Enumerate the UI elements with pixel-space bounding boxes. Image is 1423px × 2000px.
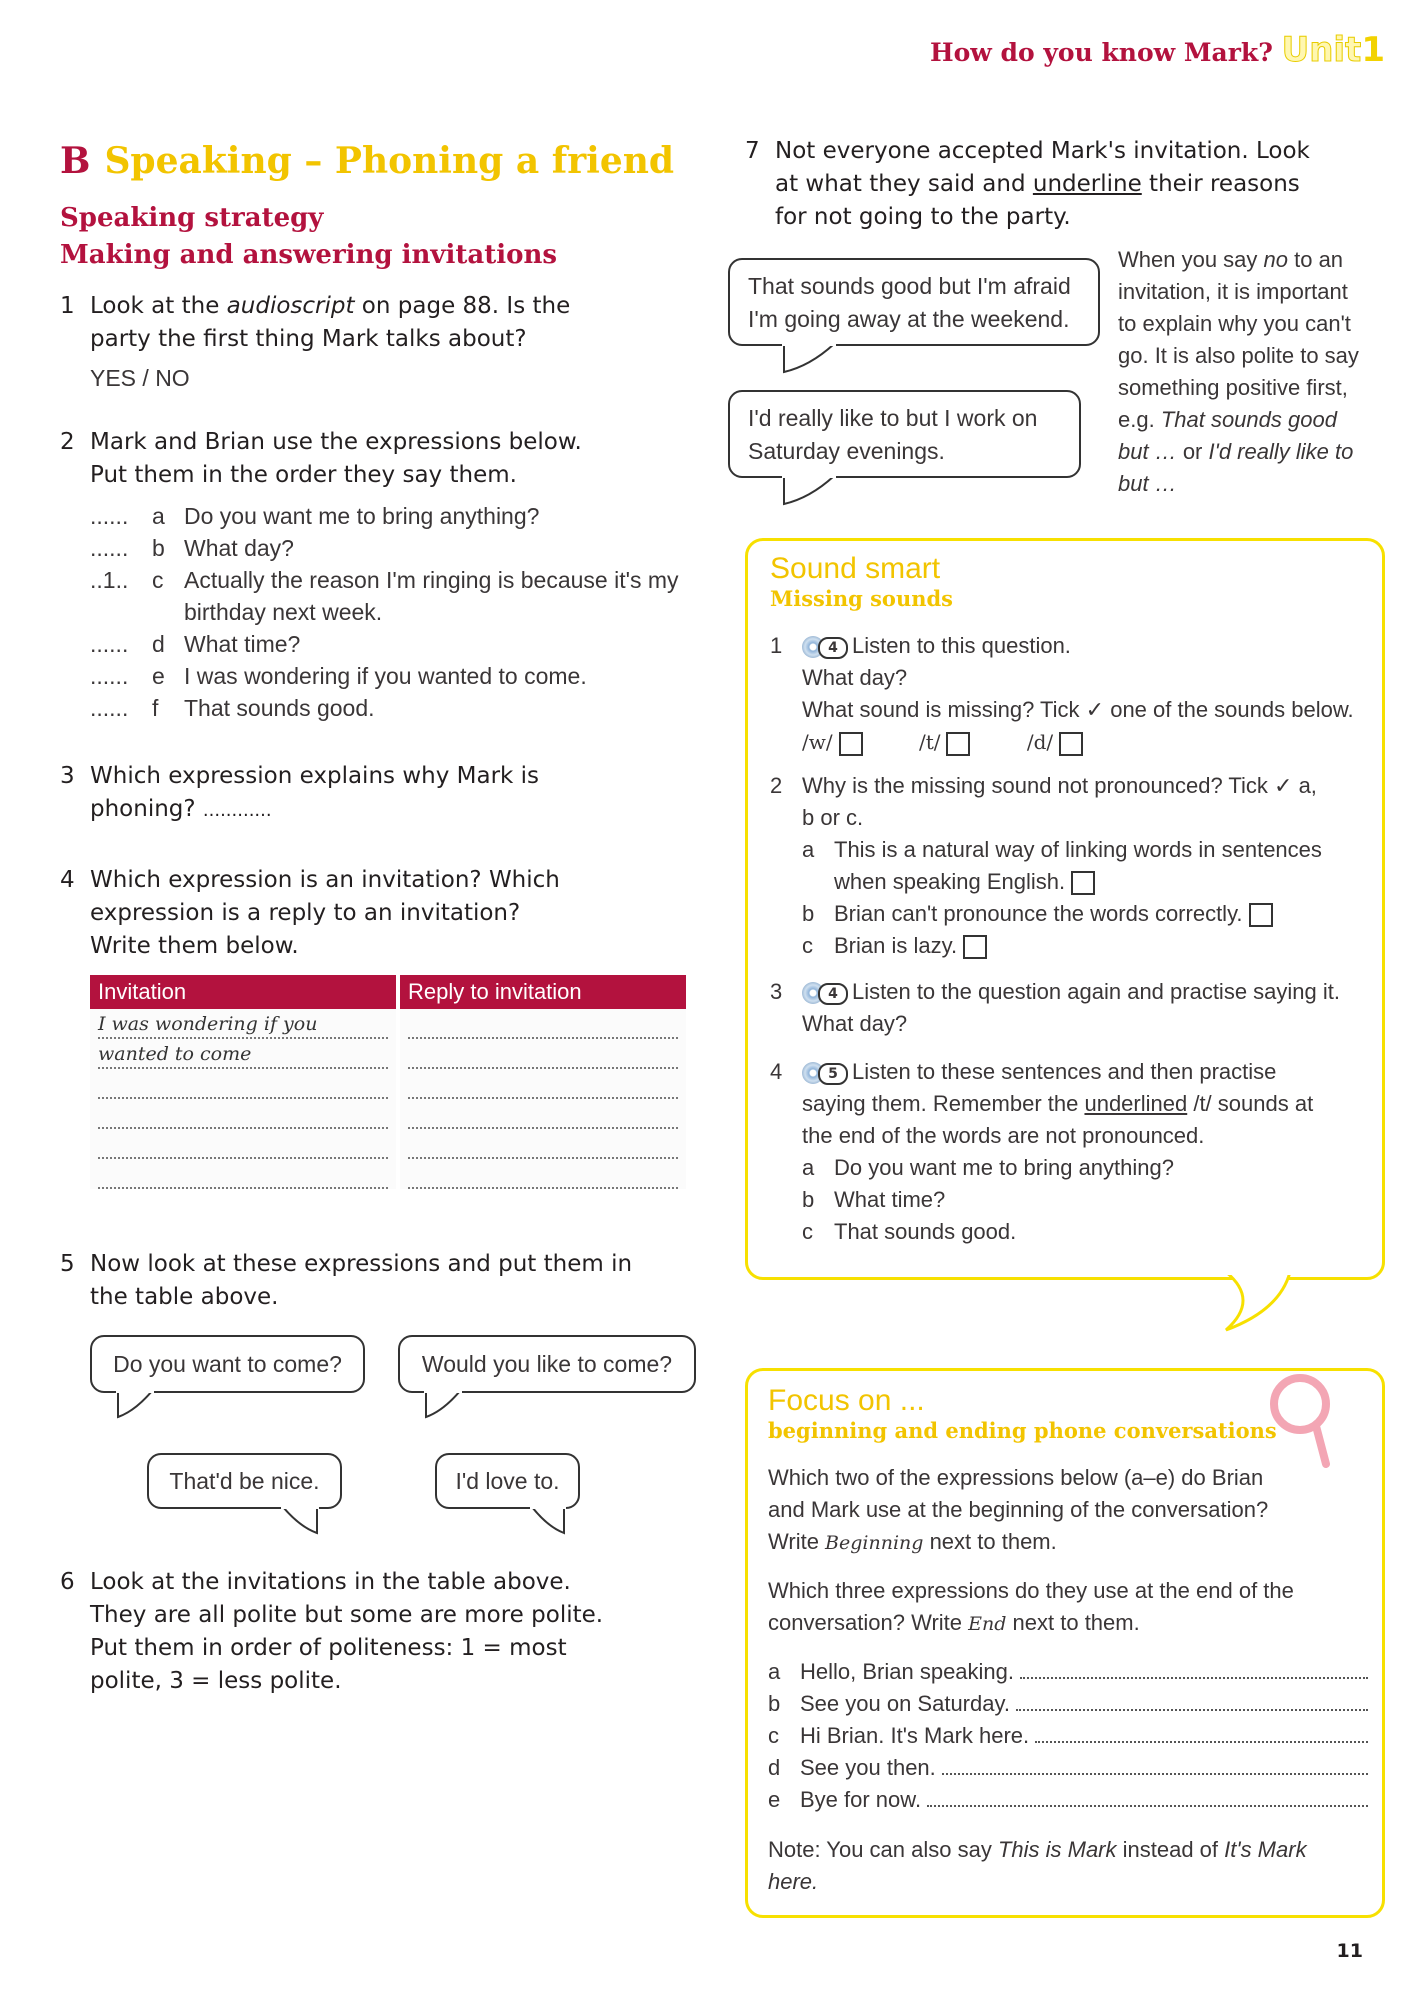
sound-smart-content (770, 630, 1380, 1248)
order-blank[interactable]: ...... (90, 663, 129, 689)
table-cell[interactable] (408, 1131, 678, 1159)
underlined-word: underlined (1084, 1091, 1188, 1116)
sound-line: Why is the missing sound not pronounced? Tick ✓ a, (802, 773, 1317, 798)
tip-text-part: e.g. (1118, 407, 1161, 432)
item-letter: b (152, 535, 165, 561)
item-letter: f (152, 695, 159, 721)
track-number: 5 (818, 1063, 848, 1085)
q6-line3: Put them in order of politeness: 1 = most (90, 1635, 567, 1661)
tip-italic: but … (1118, 439, 1177, 464)
question-number: 7 (745, 138, 760, 164)
question-4 (60, 864, 700, 963)
item-text: Hi Brian. It's Mark here. (800, 1723, 1030, 1748)
answer-blank[interactable] (1020, 1659, 1368, 1679)
table-row (90, 1069, 688, 1099)
q6-line4: polite, 3 = less polite. (90, 1668, 342, 1694)
checkbox[interactable] (963, 935, 987, 959)
q7-line1: Not everyone accepted Mark's invitation. Look (775, 138, 1310, 164)
table-cell[interactable] (408, 1071, 678, 1099)
focus-line: conversation? Write (768, 1610, 969, 1635)
question-number: 5 (60, 1251, 75, 1277)
tip-italic: That sounds good (1160, 407, 1337, 432)
focus-on-heading (768, 1384, 1277, 1443)
table-cell[interactable] (98, 1071, 388, 1099)
item-letter: a (768, 1659, 781, 1684)
track-number: 4 (818, 637, 848, 659)
list-item (768, 1784, 1368, 1816)
focus-line: next to them. (923, 1529, 1057, 1554)
item-text-cont: birthday next week. (184, 599, 383, 625)
list-item (768, 1752, 1368, 1784)
speaking-strategy (60, 200, 557, 274)
invitation-table (90, 975, 690, 1189)
sound-option: /t/ (918, 730, 941, 754)
q4-line2: expression is a reply to an invitation? (90, 900, 521, 926)
option-letter: a (802, 837, 815, 862)
q1-italic: audioscript (226, 293, 355, 319)
tip-text-part: When you say (1118, 247, 1264, 272)
question-number: 6 (60, 1569, 75, 1595)
item-number: 4 (770, 1059, 783, 1084)
sound-line: /t/ sounds at (1187, 1091, 1314, 1116)
note-italic: It's Mark (1224, 1837, 1307, 1862)
q1-text-a: Look at the (90, 293, 227, 319)
option-letter: b (802, 1187, 815, 1212)
question-1 (60, 290, 700, 394)
bubble-tail (275, 1507, 325, 1539)
box-subtitle: Missing sounds (770, 586, 953, 611)
sound-line: when speaking English. (834, 869, 1066, 894)
tip-line: something positive first, (1118, 375, 1348, 400)
item-letter: e (152, 663, 165, 689)
sound-option: /d/ (1026, 730, 1054, 754)
option-letter: b (802, 901, 815, 926)
item-letter: c (152, 567, 164, 593)
table-cell[interactable]: wanted to come (98, 1041, 388, 1069)
list-item (90, 692, 730, 724)
order-blank[interactable]: ...... (90, 695, 129, 721)
unit-label (1282, 30, 1385, 70)
item-text: Actually the reason I'm ringing is because it's my (184, 567, 679, 593)
item-text: See you then. (800, 1755, 936, 1780)
question-number: 4 (60, 867, 75, 893)
tip-line: invitation, it is important (1118, 279, 1348, 304)
item-text: I was wondering if you wanted to come. (184, 663, 587, 689)
sound-line: Listen to these sentences and then practise (852, 1059, 1277, 1084)
table-cell[interactable] (98, 1161, 388, 1189)
checkbox[interactable] (1249, 903, 1273, 927)
sound-line: saying them. Remember the (802, 1091, 1085, 1116)
bubble-line: Saturday evenings. (748, 438, 945, 464)
q4-line1: Which expression is an invitation? Which (90, 867, 560, 893)
sound-line: Listen to this question. (852, 633, 1071, 658)
bubble-tail (780, 344, 840, 378)
focus-line: next to them. (1006, 1610, 1140, 1635)
table-row (90, 1099, 688, 1129)
table-row (90, 1159, 688, 1189)
list-item (90, 628, 730, 660)
audio-cd-icon[interactable] (802, 982, 846, 1004)
tip-italic: but … (1118, 471, 1177, 496)
tip-text (1118, 244, 1393, 500)
q1-line2: party the first thing Mark talks about? (90, 326, 527, 352)
handwritten-word: Beginning (825, 1532, 924, 1554)
checkbox[interactable] (1059, 732, 1083, 756)
sound-smart-heading (770, 552, 953, 611)
q6-line2: They are all polite but some are more polite. (90, 1602, 604, 1628)
item-text: What day? (184, 535, 294, 561)
question-2 (60, 426, 720, 492)
q7-line2b: their reasons (1141, 171, 1300, 197)
item-letter: b (768, 1691, 781, 1716)
focus-line: and Mark use at the beginning of the conversation? (768, 1497, 1269, 1522)
page-number: 11 (1336, 1940, 1363, 1962)
audio-cd-icon[interactable] (802, 636, 846, 658)
item-text: Bye for now. (800, 1787, 922, 1812)
sound-line: What day? (802, 1011, 908, 1036)
question-number: 1 (60, 293, 75, 319)
order-blank[interactable]: ...... (90, 535, 129, 561)
list-item (90, 532, 730, 564)
tip-line: go. It is also polite to say (1118, 343, 1359, 368)
question-number: 3 (60, 763, 75, 789)
item-text: Hello, Brian speaking. (800, 1659, 1015, 1684)
checkbox[interactable] (946, 732, 970, 756)
item-number: 3 (770, 979, 783, 1004)
sound-option: /w/ (802, 730, 833, 754)
sound-line: Do you want me to bring anything? (834, 1155, 1174, 1180)
q7-underline-word: underline (1032, 171, 1142, 197)
q7-line3: for not going to the party. (775, 204, 1071, 230)
sound-line: What sound is missing? Tick ✓ one of the sounds below. (802, 697, 1354, 722)
item-text: Do you want me to bring anything? (184, 503, 540, 529)
order-blank[interactable]: ...... (90, 631, 129, 657)
focus-line: Which three expressions do they use at the end of the (768, 1578, 1294, 1603)
q3-line1: Which expression explains why Mark is (90, 763, 540, 789)
table-cell[interactable]: I was wondering if you (98, 1011, 388, 1039)
order-blank[interactable]: ...... (90, 503, 129, 529)
tip-text-part: or (1176, 439, 1209, 464)
strategy-subheading: Making and answering invitations (60, 240, 558, 270)
unit-number: 1 (1361, 30, 1385, 70)
question-5 (60, 1248, 720, 1314)
q1-text-b: on page 88. Is the (354, 293, 571, 319)
speech-bubble (728, 258, 1100, 346)
bubble-line: I'm going away at the weekend. (748, 306, 1070, 332)
sound-line: What time? (834, 1187, 946, 1212)
tip-italic: I'd really like to (1208, 439, 1354, 464)
q6-line1: Look at the invitations in the table above. (90, 1569, 571, 1595)
handwritten-word: End (968, 1613, 1007, 1635)
table-cell[interactable] (408, 1101, 678, 1129)
tip-text-part: to an (1288, 247, 1344, 272)
bubble-tail (530, 1507, 580, 1539)
bubble-line: That sounds good but I'm afraid (748, 273, 1071, 299)
q2-list (90, 500, 730, 724)
answer-blank[interactable] (1035, 1723, 1368, 1743)
column-header-reply: Reply to invitation (398, 975, 688, 1009)
sound-line: What day? (802, 665, 908, 690)
table-row (90, 1009, 688, 1039)
item-letter: e (768, 1787, 781, 1812)
q4-line3: Write them below. (90, 933, 299, 959)
item-number: 2 (770, 773, 783, 798)
note-text: Note: You can also say (768, 1837, 998, 1862)
item-text: What time? (184, 631, 301, 657)
table-row (90, 1039, 688, 1069)
speech-bubble: Would you like to come? (398, 1335, 696, 1393)
table-row (90, 1129, 688, 1159)
sound-item-2 (770, 770, 1380, 962)
list-item (768, 1720, 1368, 1752)
speech-bubble: Do you want to come? (90, 1335, 365, 1393)
option-letter: a (802, 1155, 815, 1180)
sound-item-3 (770, 976, 1380, 1040)
table-cell[interactable] (408, 1041, 678, 1069)
question-number: 2 (60, 429, 75, 455)
checkbox[interactable] (839, 732, 863, 756)
q5-line2: the table above. (90, 1284, 279, 1310)
section-name: Speaking – Phoning a friend (104, 140, 675, 182)
unit-word: Unit (1281, 30, 1362, 70)
page-header (930, 30, 1385, 70)
sound-line: Brian can't pronounce the words correctly. (834, 901, 1243, 926)
sound-item-4 (770, 1056, 1380, 1248)
sound-line: Brian is lazy. (834, 933, 958, 958)
q7-line2a: at what they said and (775, 171, 1033, 197)
option-letter: c (802, 1219, 813, 1244)
table-cell[interactable] (408, 1161, 678, 1189)
note-italic: This is Mark (997, 1837, 1117, 1862)
sound-line: the end of the words are not pronounced. (802, 1123, 1205, 1148)
box-tail (1220, 1270, 1300, 1334)
bubble-tail (780, 476, 840, 510)
table-cell[interactable] (408, 1011, 678, 1039)
track-number: 4 (818, 983, 848, 1005)
sound-item-1 (770, 630, 1380, 758)
box-subtitle: beginning and ending phone conversations (768, 1418, 1277, 1443)
speech-bubble: I'd love to. (435, 1453, 580, 1509)
table-cell[interactable] (98, 1131, 388, 1159)
question-3 (60, 760, 700, 827)
list-item (90, 660, 730, 692)
section-title (60, 140, 674, 182)
focus-on-content (768, 1462, 1368, 1898)
sound-line: Listen to the question again and practise saying it. (852, 979, 1340, 1004)
answer-blank[interactable] (927, 1787, 1368, 1807)
section-letter: B (60, 140, 91, 182)
item-letter: c (768, 1723, 779, 1748)
question-7 (745, 135, 1395, 234)
unit-title: How do you know Mark? (930, 38, 1273, 67)
list-item (768, 1688, 1368, 1720)
question-6 (60, 1566, 720, 1698)
item-letter: d (768, 1755, 781, 1780)
focus-line: Which two of the expressions below (a–e) do Brian (768, 1465, 1264, 1490)
item-letter: d (152, 631, 165, 657)
tip-line: to explain why you can't (1118, 311, 1351, 336)
answer-blank[interactable]: ............ (202, 800, 272, 821)
bubble-tail (110, 1391, 160, 1423)
strategy-heading: Speaking strategy (60, 203, 324, 233)
bubble-line: I'd really like to but I work on (748, 405, 1038, 431)
speech-bubble (728, 390, 1081, 478)
checkbox[interactable] (1071, 871, 1095, 895)
column-header-invitation: Invitation (90, 975, 398, 1009)
audio-cd-icon[interactable] (802, 1062, 846, 1084)
answer-blank[interactable] (942, 1755, 1368, 1775)
note-text: instead of (1116, 1837, 1225, 1862)
q5-line1: Now look at these expressions and put them in (90, 1251, 633, 1277)
yes-no-answer[interactable]: YES / NO (90, 365, 190, 391)
focus-line: Write (768, 1529, 826, 1554)
box-title: Sound smart (770, 552, 941, 585)
list-item (90, 564, 730, 628)
q3-line2: phoning? (90, 796, 196, 822)
table-cell[interactable] (98, 1101, 388, 1129)
sound-line: b or c. (802, 805, 864, 830)
item-number: 1 (770, 633, 783, 658)
tip-italic: no (1263, 247, 1288, 272)
option-letter: c (802, 933, 813, 958)
bubble-tail (418, 1391, 468, 1423)
item-letter: a (152, 503, 165, 529)
sound-line: That sounds good. (834, 1219, 1017, 1244)
sound-line: This is a natural way of linking words in sentences (834, 837, 1322, 862)
item-text: That sounds good. (184, 695, 375, 721)
list-item (90, 500, 730, 532)
order-blank[interactable]: ..1.. (90, 567, 129, 593)
list-item (768, 1656, 1368, 1688)
speech-bubble: That'd be nice. (147, 1453, 342, 1509)
answer-blank[interactable] (1016, 1691, 1368, 1711)
q2-line2: Put them in the order they say them. (90, 462, 517, 488)
item-text: See you on Saturday. (800, 1691, 1010, 1716)
q2-line1: Mark and Brian use the expressions below. (90, 429, 582, 455)
note-italic: here. (768, 1869, 819, 1894)
box-title: Focus on ... (768, 1384, 925, 1417)
